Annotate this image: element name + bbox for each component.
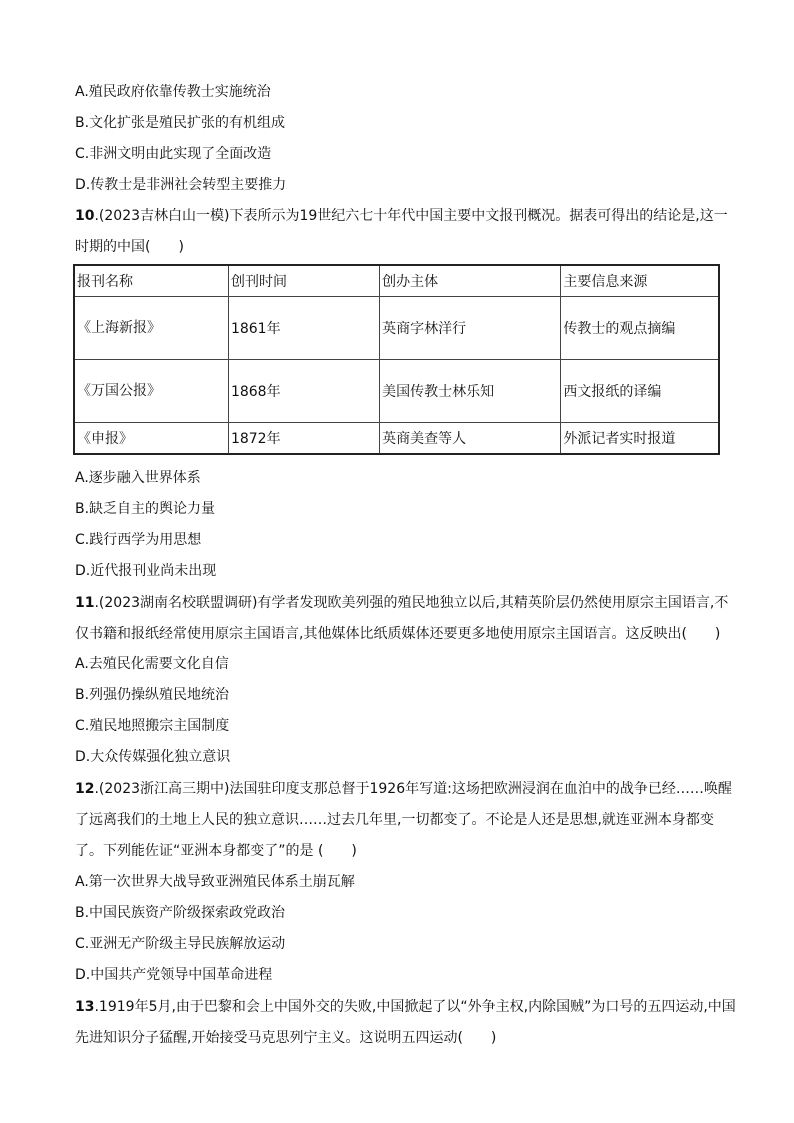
q12-option-b: B.中国民族资产阶级探索政党政治 xyxy=(75,905,286,921)
q12-number: 12 xyxy=(75,781,95,797)
q9-option-b: B.文化扩张是殖民扩张的有机组成 xyxy=(75,115,286,131)
table-cell-year: 1861年 xyxy=(228,297,379,360)
table-cell-source: 西文报纸的译编 xyxy=(561,360,719,423)
table-cell-year: 1872年 xyxy=(228,423,379,455)
q10-number: 10 xyxy=(75,208,95,224)
q13-stem-line1 xyxy=(75,998,736,1016)
q11-option-a: A.去殖民化需要文化自信 xyxy=(75,656,229,672)
q9-option-a: A.殖民政府依靠传教士实施统治 xyxy=(75,84,271,100)
table-cell-source: 外派记者实时报道 xyxy=(561,423,719,455)
table-header-cell: 创办主体 xyxy=(380,265,561,297)
table-header-row xyxy=(74,265,719,297)
newspaper-table xyxy=(73,264,720,455)
table-cell-year: 1868年 xyxy=(228,360,379,423)
table-header-cell: 创刊时间 xyxy=(228,265,379,297)
q12-stem-line2: 了远离我们的土地上人民的独立意识……过去几年里,一切都变了。不论是人还是思想,就连亚洲本身都变 xyxy=(75,812,714,828)
q10-stem-line2: 时期的中国( ) xyxy=(75,239,184,255)
q10-option-c: C.践行西学为用思想 xyxy=(75,532,202,548)
q12-stem-line3: 了。下列能佐证“亚洲本身都变了”的是 ( ) xyxy=(75,843,357,859)
q9-option-c: C.非洲文明由此实现了全面改造 xyxy=(75,146,272,162)
table-cell-name: 《申报》 xyxy=(74,423,228,455)
table-cell-name: 《上海新报》 xyxy=(74,297,228,360)
q11-option-b: B.列强仍操纵殖民地统治 xyxy=(75,687,230,703)
q10-option-a: A.逐步融入世界体系 xyxy=(75,470,201,486)
table-row xyxy=(74,297,719,360)
q11-text-1: .(2023湖南名校联盟调研)有学者发现欧美列强的殖民地独立以后,其精英阶层仍然使用原宗主国语言,不 xyxy=(94,595,729,611)
q13-text-1: .1919年5月,由于巴黎和会上中国外交的失败,中国掀起了以“外争主权,内除国贼”为口号的五四运动,中国 xyxy=(94,999,736,1015)
q12-option-a: A.第一次世界大战导致亚洲殖民体系土崩瓦解 xyxy=(75,874,355,890)
q10-option-b: B.缺乏自主的舆论力量 xyxy=(75,501,216,517)
q11-number: 11 xyxy=(75,595,95,611)
table-header-cell: 主要信息来源 xyxy=(561,265,719,297)
table-cell-source: 传教士的观点摘编 xyxy=(561,297,719,360)
table-row xyxy=(74,423,719,455)
table-cell-founder: 英商字林洋行 xyxy=(380,297,561,360)
table-cell-founder: 美国传教士林乐知 xyxy=(380,360,561,423)
q12-option-d: D.中国共产党领导中国革命进程 xyxy=(75,967,273,983)
q13-number: 13 xyxy=(75,999,95,1015)
q10-text-1: .(2023吉林白山一模)下表所示为19世纪六七十年代中国主要中文报刊概况。据表可得出的结论是,这一 xyxy=(94,208,728,224)
q11-option-d: D.大众传媒强化独立意识 xyxy=(75,749,231,765)
q11-option-c: C.殖民地照搬宗主国制度 xyxy=(75,718,230,734)
table-header-cell: 报刊名称 xyxy=(74,265,228,297)
q10-option-d: D.近代报刊业尚未出现 xyxy=(75,563,217,579)
q11-stem-line1 xyxy=(75,594,728,612)
q13-stem-line2: 先进知识分子猛醒,开始接受马克思列宁主义。这说明五四运动( ) xyxy=(75,1030,497,1046)
table-cell-name: 《万国公报》 xyxy=(74,360,228,423)
table-cell-founder: 英商美查等人 xyxy=(380,423,561,455)
q9-option-d: D.传教士是非洲社会转型主要推力 xyxy=(75,177,287,193)
q12-option-c: C.亚洲无产阶级主导民族解放运动 xyxy=(75,936,286,952)
q12-stem-line1 xyxy=(75,780,732,798)
q12-text-1: .(2023浙江高三期中)法国驻印度支那总督于1926年写道:这场把欧洲浸润在血泊中的战争已经……唤醒 xyxy=(94,781,732,797)
q10-stem-line1 xyxy=(75,207,728,225)
q11-stem-line2: 仅书籍和报纸经常使用原宗主国语言,其他媒体比纸质媒体还要更多地使用原宗主国语言。这反映出( ) xyxy=(75,626,721,642)
table-row xyxy=(74,360,719,423)
